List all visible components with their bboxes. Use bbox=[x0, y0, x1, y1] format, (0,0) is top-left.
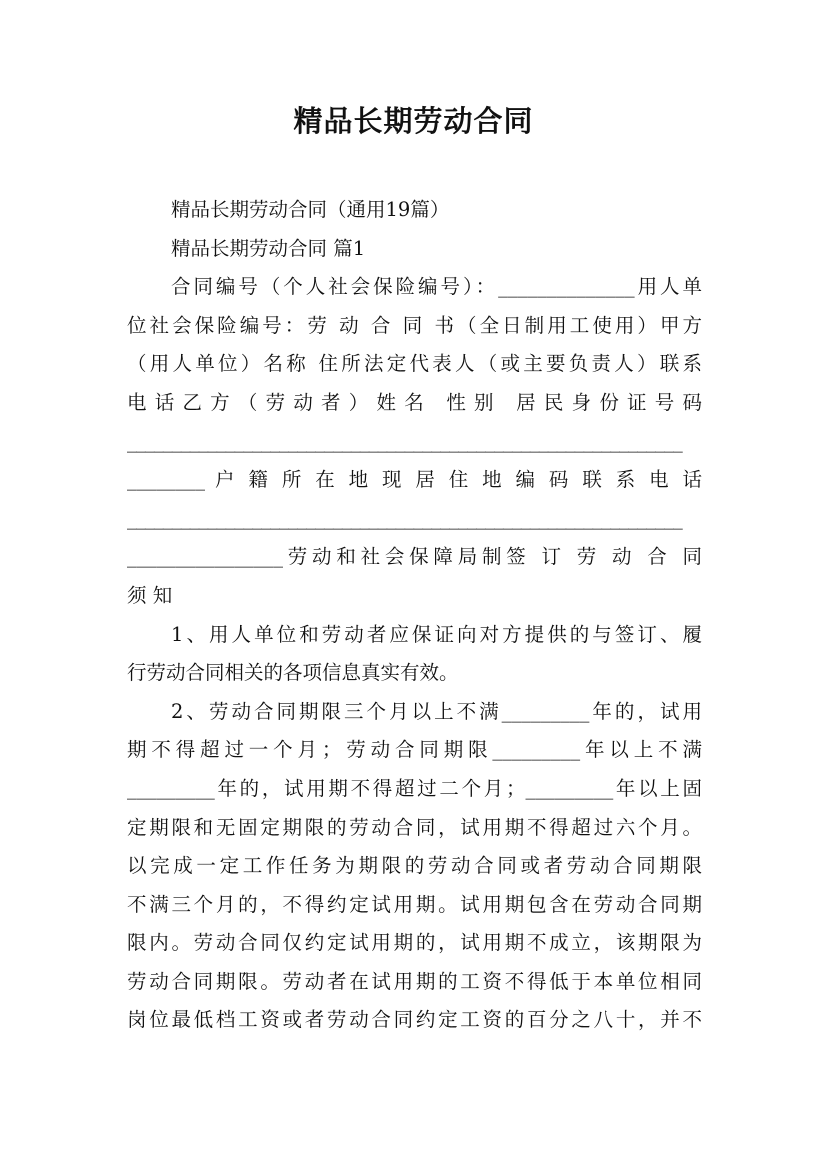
document-body bbox=[127, 191, 702, 1040]
subtitle-line: 精品长期劳动合同（通用19篇） bbox=[171, 198, 450, 221]
paragraph-line: ________________劳动和社会保障局制签 订 劳 动 合 同 bbox=[127, 545, 702, 569]
paragraph-line: 电话乙方（劳动者）姓名 性别 居民身份证号码 bbox=[127, 390, 702, 414]
list-item-line: 行劳动合同相关的各项信息真实有效。 bbox=[127, 661, 459, 685]
list-item-line: _________年的，试用期不得超过二个月；_________年以上固 bbox=[127, 776, 702, 800]
list-item-line: 岗位最低档工资或者劳动合同约定工资的百分之八十，并不 bbox=[127, 1008, 702, 1032]
blank-underline: ______________________________________________________________ bbox=[127, 506, 682, 530]
paragraph-line: （用人单位）名称 住所法定代表人（或主要负责人）联系 bbox=[127, 352, 702, 376]
paragraph-line: ________ 户 籍 所 在 地 现 居 住 地 编 码 联 系 电 话 bbox=[127, 468, 702, 492]
list-item-line: 以完成一定工作任务为期限的劳动合同或者劳动合同期限 bbox=[127, 854, 702, 878]
list-item-line: 期不得超过一个月；劳动合同期限_________年以上不满 bbox=[127, 738, 702, 762]
blank-underline: ______________________________________________________________ bbox=[127, 429, 682, 453]
list-item-line: 劳动合同期限。劳动者在试用期的工资不得低于本单位相同 bbox=[127, 969, 702, 993]
paragraph-line: 须 知 bbox=[127, 583, 173, 607]
list-item-line: 定期限和无固定期限的劳动合同，试用期不得超过六个月。 bbox=[127, 815, 702, 839]
list-item-line: 2、劳动合同期限三个月以上不满_________年的，试用 bbox=[171, 699, 702, 723]
list-item-line: 1、用人单位和劳动者应保证向对方提供的与签订、履 bbox=[171, 622, 702, 646]
section-heading: 精品长期劳动合同 篇1 bbox=[171, 236, 366, 260]
paragraph-line: 位社会保险编号：劳 动 合 同 书（全日制用工使用）甲方 bbox=[127, 313, 702, 337]
paragraph-line: 合同编号（个人社会保险编号）：______________用人单 bbox=[171, 275, 702, 299]
list-item-line: 不满三个月的，不得约定试用期。试用期包含在劳动合同期 bbox=[127, 892, 702, 916]
list-item-line: 限内。劳动合同仅约定试用期的，试用期不成立，该期限为 bbox=[127, 931, 702, 955]
document-title: 精品长期劳动合同 bbox=[293, 104, 534, 138]
